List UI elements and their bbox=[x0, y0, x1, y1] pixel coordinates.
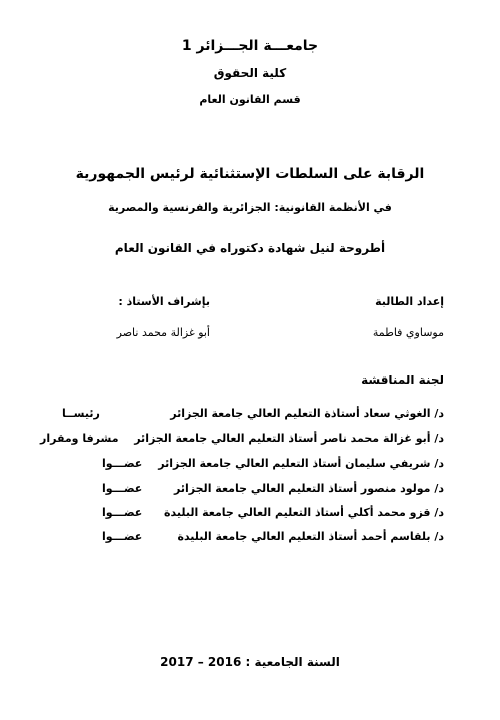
supervisor-name: أبو غزالة محمد ناصر bbox=[116, 326, 210, 339]
committee-role: عضـــوا bbox=[102, 457, 143, 470]
committee-role: عضـــوا bbox=[102, 530, 143, 543]
committee-row bbox=[40, 530, 444, 548]
academic-year: السنة الجامعية : 2016 – 2017 bbox=[160, 655, 340, 669]
committee-role: عضـــوا bbox=[102, 482, 143, 495]
prepared-by-label: إعداد الطالبة bbox=[375, 295, 444, 308]
committee-member: د/ مولود منصور أستاذ التعليم العالي جامعة الجزائر bbox=[174, 482, 444, 495]
committee-member: د/ شريفي سليمان أستاذ التعليم العالي جامعة الجزائر bbox=[158, 457, 444, 470]
thesis-degree: أطروحة لنيل شهادة دكتوراه في القانون العام bbox=[114, 241, 386, 255]
thesis-subtitle: في الأنظمة القانونية: الجزائرية والفرنسية والمصرية bbox=[108, 201, 392, 214]
student-name: موساوي فاطمة bbox=[372, 326, 444, 339]
committee-role: عضـــوا bbox=[102, 506, 143, 519]
thesis-title: الرقابة على السلطات الإستثنائية لرئيس الجمهورية bbox=[75, 166, 425, 182]
committee-row bbox=[40, 457, 444, 475]
committee-title: لجنة المناقشة bbox=[361, 373, 444, 387]
committee-role: مشرفا ومقرار bbox=[40, 432, 119, 445]
committee-member: د/ الغوثي سعاد أستاذة التعليم العالي جامعة الجزائر bbox=[170, 407, 444, 420]
committee-row bbox=[40, 432, 444, 450]
department-name: قسم القانون العام bbox=[199, 93, 301, 106]
committee-member: د/ بلقاسم أحمد أستاذ التعليم العالي جامعة البليدة bbox=[177, 530, 444, 543]
committee-row bbox=[40, 506, 444, 524]
university-name: جامعـــة الجـــزائر 1 bbox=[181, 38, 319, 54]
committee-member: د/ أبو غزالة محمد ناصر أستاذ التعليم العالي جامعة الجزائر bbox=[134, 432, 444, 445]
committee-role: رئيســا bbox=[62, 407, 100, 420]
committee-member: د/ قزو محمد أكلي أستاذ التعليم العالي جامعة البليدة bbox=[164, 506, 444, 519]
supervision-label: بإشراف الأستاذ : bbox=[118, 295, 210, 308]
faculty-name: كلية الحقوق bbox=[213, 66, 287, 80]
committee-row bbox=[40, 482, 444, 500]
committee-row bbox=[40, 407, 444, 425]
